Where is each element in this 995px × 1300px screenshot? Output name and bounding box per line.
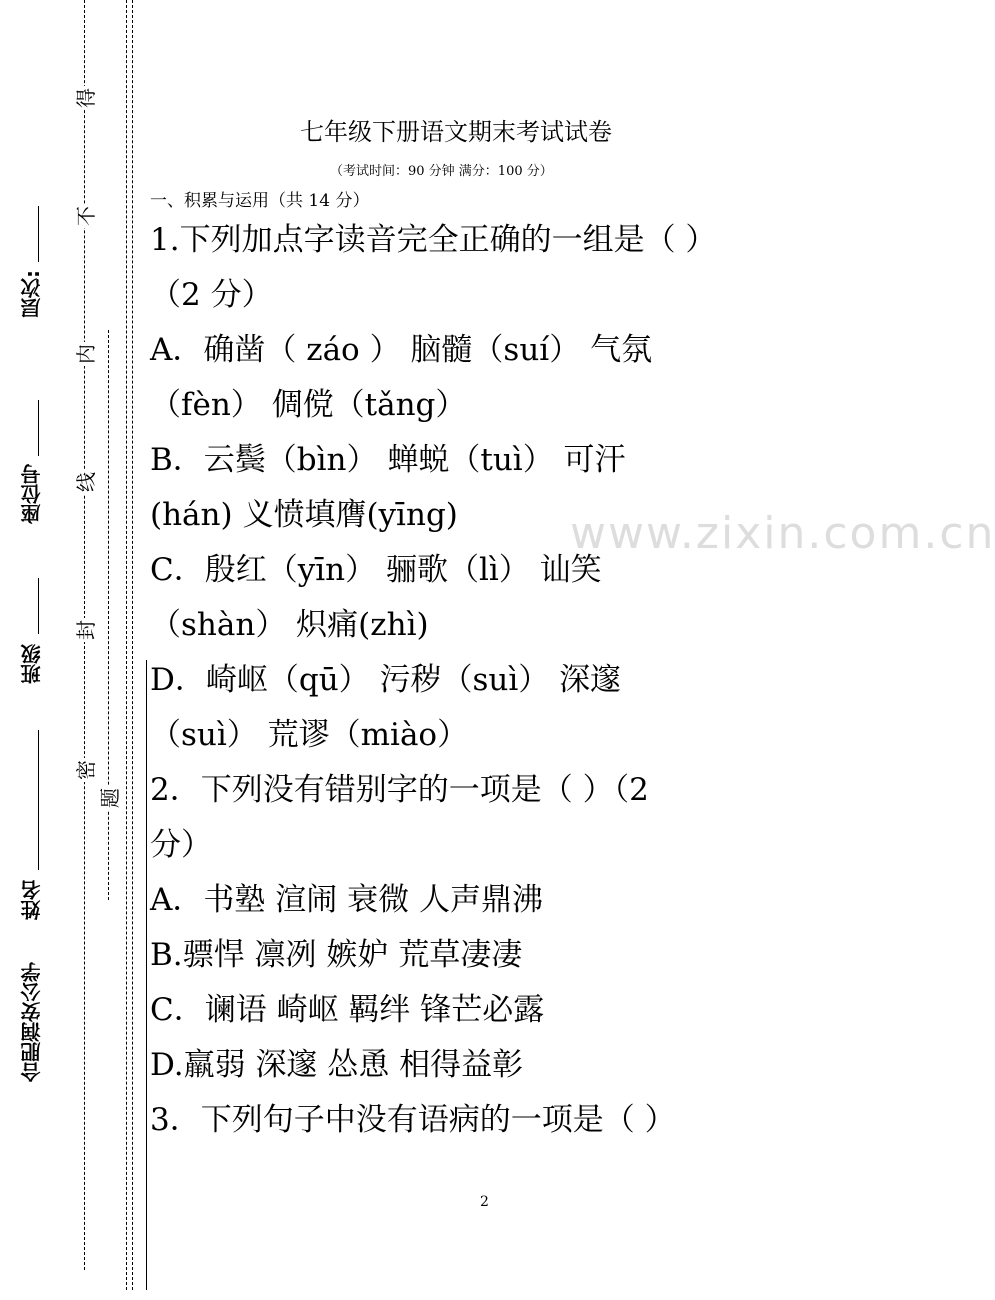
seal-line-right-1 [126, 0, 127, 1290]
question-1-option-c-cont: （shàn） 炽痛(zhì) [150, 607, 429, 643]
question-1-points: （2 分） [150, 277, 273, 313]
level-label: 层次: [20, 270, 44, 318]
school-name: 合肥润安公学 [20, 962, 44, 1082]
inner-bracket-line [146, 660, 147, 1290]
question-1-option-a-cont: （fèn） 倜傥（tǎng） [150, 387, 467, 423]
seal-char-5: 封 [74, 620, 98, 640]
question-2-points: 分） [150, 827, 212, 863]
question-2-option-c: C．谰语 崎岖 羁绊 锋芒必露 [150, 992, 545, 1028]
seal-char-4: 线 [74, 472, 98, 492]
class-field[interactable] [38, 578, 39, 634]
question-2-option-b: B.骠悍 凛冽 嫉妒 荒草凄凄 [150, 937, 523, 973]
question-1-option-d: D．崎岖（qū） 污秽（suì） 深邃 [150, 662, 622, 698]
question-1-option-b: B．云鬓（bìn） 蝉蜕（tuì） 可汗 [150, 442, 626, 478]
class-label: 班级 [20, 644, 44, 684]
question-1-option-b-cont: (hán) 义愤填膺(yīng) [150, 497, 458, 533]
page-title: 七年级下册语文期末考试试卷 [300, 118, 612, 146]
seal-line-inner [108, 330, 109, 900]
exam-info: （考试时间：90 分钟 满分：100 分） [330, 164, 553, 179]
question-1-option-a: A．确凿（ záo ） 脑髓（suí） 气氛 [150, 332, 653, 368]
name-field[interactable] [38, 730, 39, 870]
seal-char-7: 题 [98, 788, 122, 808]
question-2-option-a: A．书塾 渲闹 衰微 人声鼎沸 [150, 882, 543, 918]
question-2-stem: 2．下列没有错别字的一项是（ ）（2 [150, 772, 649, 808]
question-1-stem: 1.下列加点字读音完全正确的一组是（ ） [150, 222, 717, 258]
question-2-option-d: D.羸弱 深邃 怂恿 相得益彰 [150, 1047, 524, 1083]
name-label: 姓名 [20, 880, 44, 920]
watermark: www.zixin.com.cn [570, 508, 995, 559]
seal-char-3: 内 [74, 344, 98, 364]
seal-char-6: 密 [74, 760, 98, 780]
page-number: 2 [480, 1194, 489, 1210]
seat-label: 座位号 [20, 464, 44, 524]
seal-char-2: 不 [74, 206, 98, 226]
seal-line-right-2 [132, 0, 133, 1290]
question-1-option-d-cont: （suì） 荒谬（miào） [150, 717, 469, 753]
level-field[interactable] [38, 206, 39, 262]
seat-field[interactable] [38, 400, 39, 456]
section-heading: 一、积累与运用（共 14 分） [150, 191, 370, 211]
binding-margin [0, 0, 150, 1300]
seal-char-1: 得 [74, 88, 98, 108]
question-3-stem: 3．下列句子中没有语病的一项是（ ） [150, 1102, 676, 1138]
question-1-option-c: C．殷红（yīn） 骊歌（lì） 讪笑 [150, 552, 602, 588]
